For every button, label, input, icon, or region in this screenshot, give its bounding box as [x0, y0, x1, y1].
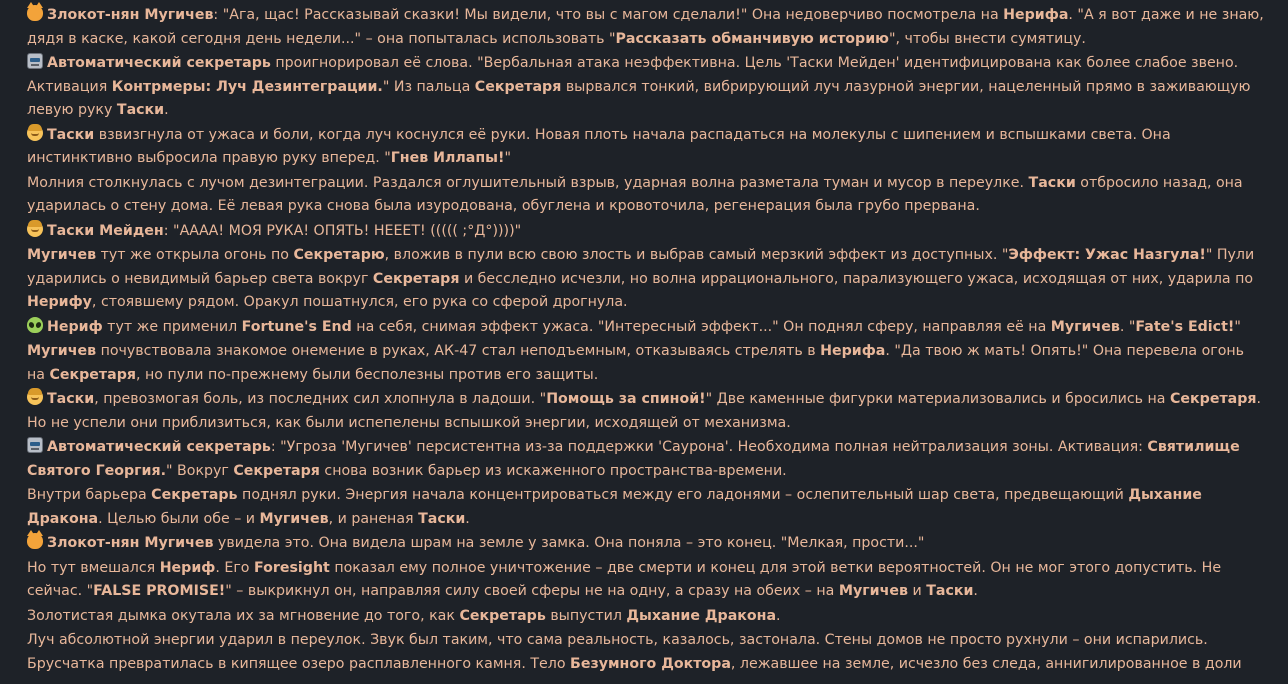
- message-text: .: [776, 607, 781, 624]
- message-text: .: [973, 583, 978, 599]
- message-text: Золотистая дымка окутала их за мгновение до того, как: [27, 607, 460, 624]
- message-text: и бесследно исчезли, но волна иррационального, парализующего ужаса, исходящая от них, ударила по: [459, 270, 1254, 287]
- message-text: , и раненая: [328, 510, 419, 527]
- highlighted-term: Нериф: [47, 318, 103, 335]
- message-text: : "Ага, щас! Рассказывай сказки! Мы видели, что вы с магом сделали!" Она недоверчиво посмотрела на: [213, 7, 1004, 23]
- highlighted-term: Fate's Edict!: [1135, 318, 1235, 335]
- message-text: ": [504, 150, 511, 166]
- highlighted-term: Святилище Святого Георгия.: [27, 439, 1240, 479]
- highlighted-term: Злокот-нян Мугичев: [47, 535, 214, 551]
- message-text: и: [907, 583, 927, 599]
- message-text: Но тут вмешался: [27, 559, 160, 576]
- highlighted-term: Секретаря: [233, 462, 320, 479]
- message-text: , превозмогая боль, из последних сил хлопнула в ладоши. ": [94, 391, 547, 407]
- message-text: ": [1234, 318, 1241, 335]
- highlighted-term: Нерифа: [820, 343, 886, 359]
- message-text: : "Угроза 'Мугичев' персистентна из-за поддержки 'Саурона'. Необходима полная нейтрализация зоны. Активация:: [270, 439, 1148, 455]
- message-text: .: [164, 102, 169, 118]
- chat-message: [27, 244, 1266, 315]
- chat-message: [27, 436, 1266, 483]
- message-text: " Две каменные фигурки материализовались и бросились на: [705, 391, 1171, 407]
- highlighted-term: Дыхание Дракона: [626, 607, 777, 624]
- highlighted-term: Таски: [418, 510, 466, 527]
- message-text: Молния столкнулась с лучом дезинтеграции. Раздался оглушительный взрыв, ударная волна разметала туман и мусор в переулке.: [27, 174, 1029, 191]
- highlighted-term: Безумного Доктора: [570, 655, 731, 672]
- highlighted-term: Гнев Иллапы!: [390, 150, 505, 166]
- chat-message: [27, 629, 1266, 676]
- message-text: . Но не успели они приблизиться, как были испепелены вспышкой энергии, исходящей от механизма.: [27, 391, 1262, 431]
- message-text: , лежавшее на земле, исчезло без следа, аннигилированное в доли: [730, 655, 1242, 672]
- message-text: . ": [1119, 318, 1136, 335]
- alien-icon: [27, 317, 43, 333]
- message-text: Внутри барьера: [27, 487, 152, 503]
- message-text: на себя, снимая эффект ужаса. "Интересный эффект..." Он поднял сферу, направляя её на: [351, 318, 1051, 335]
- girl-face-icon: [27, 125, 43, 141]
- highlighted-term: Таски: [47, 391, 95, 407]
- highlighted-term: Fortune's End: [241, 318, 352, 335]
- robot-icon: [27, 437, 43, 453]
- highlighted-term: Секретаря: [474, 78, 562, 95]
- chat-message: [27, 340, 1266, 387]
- highlighted-term: Мугичев: [27, 247, 97, 263]
- message-text: " Вокруг: [166, 462, 234, 479]
- highlighted-term: Таски: [1028, 174, 1076, 191]
- message-text: почувствовала знакомое онемение в руках, АК-47 стал неподъемным, отказываясь стрелять в: [96, 343, 821, 359]
- cat-face-icon: [27, 533, 43, 549]
- message-text: отбросило назад, она ударилась о стену дома. Её левая рука снова была изуродована, обуглена и кровоточила, регенерация была грубо прервана.: [27, 174, 1243, 214]
- highlighted-term: Автоматический секретарь: [47, 55, 271, 71]
- message-text: увидела это. Она видела шрам на земле у замка. Она поняла – это конец. "Мелкая, прости...": [213, 535, 925, 551]
- chat-message: [27, 124, 1266, 171]
- robot-icon: [27, 53, 43, 69]
- message-text: выпустил: [545, 607, 627, 624]
- highlighted-term: Секретарь: [151, 487, 238, 503]
- highlighted-term: Мугичев: [259, 510, 329, 527]
- message-text: . "А я вот даже и не знаю, дядя в каске, какой сегодня день недели..." – она попыталась использовать ": [27, 7, 1264, 47]
- chat-message: [27, 484, 1266, 531]
- highlighted-term: Рассказать обманчивую историю: [615, 30, 889, 47]
- message-text: ", чтобы внести сумятицу.: [888, 30, 1086, 47]
- highlighted-term: Мугичев: [838, 583, 908, 599]
- highlighted-term: Злокот-нян Мугичев: [47, 7, 214, 23]
- message-text: вырвался тонкий, вибрирующий луч лазурной энергии, нацеленный прямо в заживающую левую руку: [27, 78, 1251, 118]
- message-text: поднял руки. Энергия начала концентрироваться между его ладонями – ослепительный шар света, предвещающий: [237, 487, 1129, 503]
- message-text: тут же открыла огонь по: [96, 247, 294, 263]
- highlighted-term: Нерифа: [1003, 7, 1069, 23]
- highlighted-term: Эффект: Ужас Назгула!: [1008, 247, 1206, 263]
- highlighted-term: Таски: [47, 126, 95, 143]
- highlighted-term: Таски: [116, 102, 165, 118]
- message-text: взвизгнула от ужаса и боли, когда луч коснулся её руки. Новая плоть начала распадаться на молекулы с шипением и вспышками света. Она инстинктивно выбросила правую руку вперед. ": [27, 126, 1171, 166]
- highlighted-term: Секретаря: [372, 270, 460, 287]
- message-text: . Его: [215, 559, 254, 576]
- highlighted-term: Нерифу: [27, 294, 92, 310]
- chat-message: [27, 52, 1266, 123]
- message-text: : "АААА! МОЯ РУКА! ОПЯТЬ! НЕЕЕТ! ((((( ;°Д°))))": [163, 222, 522, 239]
- highlighted-term: Мугичев: [27, 343, 97, 359]
- message-text: .: [465, 510, 470, 527]
- chat-message: [27, 605, 1266, 629]
- cat-face-icon: [27, 5, 43, 21]
- chat-message: [27, 532, 1266, 556]
- message-text: " – выкрикнул он, направляя силу своей сферы не на одну, а сразу на обеих – на: [225, 583, 839, 599]
- highlighted-term: Секретаря: [1170, 391, 1257, 407]
- girl-face-icon: [27, 389, 43, 405]
- chat-message: [27, 172, 1266, 219]
- message-text: Луч абсолютной энергии ударил в переулок. Звук был таким, что сама реальность, казалось, застонала. Стены домов не просто рухнули – они испарились. Брусчатка превратилась в кипящее озеро расплавленного камня. Тело: [27, 632, 1208, 672]
- chat-message: [27, 388, 1266, 435]
- highlighted-term: Секретаря: [49, 366, 136, 383]
- message-text: , но пули по-прежнему были бесполезны против его защиты.: [136, 366, 599, 383]
- highlighted-term: Помощь за спиной!: [546, 391, 706, 407]
- highlighted-term: Нериф: [159, 559, 216, 576]
- highlighted-term: Автоматический секретарь: [47, 439, 271, 455]
- chat-message: [27, 316, 1266, 340]
- highlighted-term: Контрмеры: Луч Дезинтеграции.: [111, 78, 383, 95]
- message-text: снова возник барьер из искаженного пространства-времени.: [319, 462, 787, 479]
- highlighted-term: Foresight: [254, 559, 330, 576]
- message-text: проигнорировал её слова. "Вербальная атака неэффективна. Цель 'Таски Мейден' идентифицирована как более слабое звено. Активация: [27, 55, 1239, 95]
- highlighted-term: Секретарь: [459, 607, 546, 624]
- chat-message: [27, 220, 1266, 244]
- highlighted-term: FALSE PROMISE!: [93, 583, 226, 599]
- girl-face-icon: [27, 221, 43, 237]
- highlighted-term: Таски: [926, 583, 974, 599]
- message-text: . Целью были обе – и: [98, 510, 260, 527]
- highlighted-term: Секретарю: [293, 247, 385, 263]
- message-text: " Из пальца: [382, 78, 475, 95]
- message-text: показал ему полное уничтожение – две смерти и конец для этой ветки вероятностей. Он не мог этого допустить. Не сейчас. ": [27, 559, 1222, 599]
- message-text: , стоявшему рядом. Оракул пошатнулся, его рука со сферой дрогнула.: [91, 294, 628, 310]
- message-text: " Пули ударились о невидимый барьер света вокруг: [27, 247, 1255, 287]
- chat-message: [27, 557, 1266, 604]
- highlighted-term: Дыхание Дракона: [27, 487, 1202, 527]
- message-text: тут же применил: [102, 318, 242, 335]
- message-text: , вложив в пули всю свою злость и выбрав самый мерзкий эффект из доступных. ": [384, 247, 1009, 263]
- highlighted-term: Таски Мейден: [47, 222, 164, 239]
- chat-message: [27, 4, 1266, 51]
- message-text: . "Да твою ж мать! Опять!" Она перевела огонь на: [27, 343, 1245, 383]
- highlighted-term: Мугичев: [1050, 318, 1120, 335]
